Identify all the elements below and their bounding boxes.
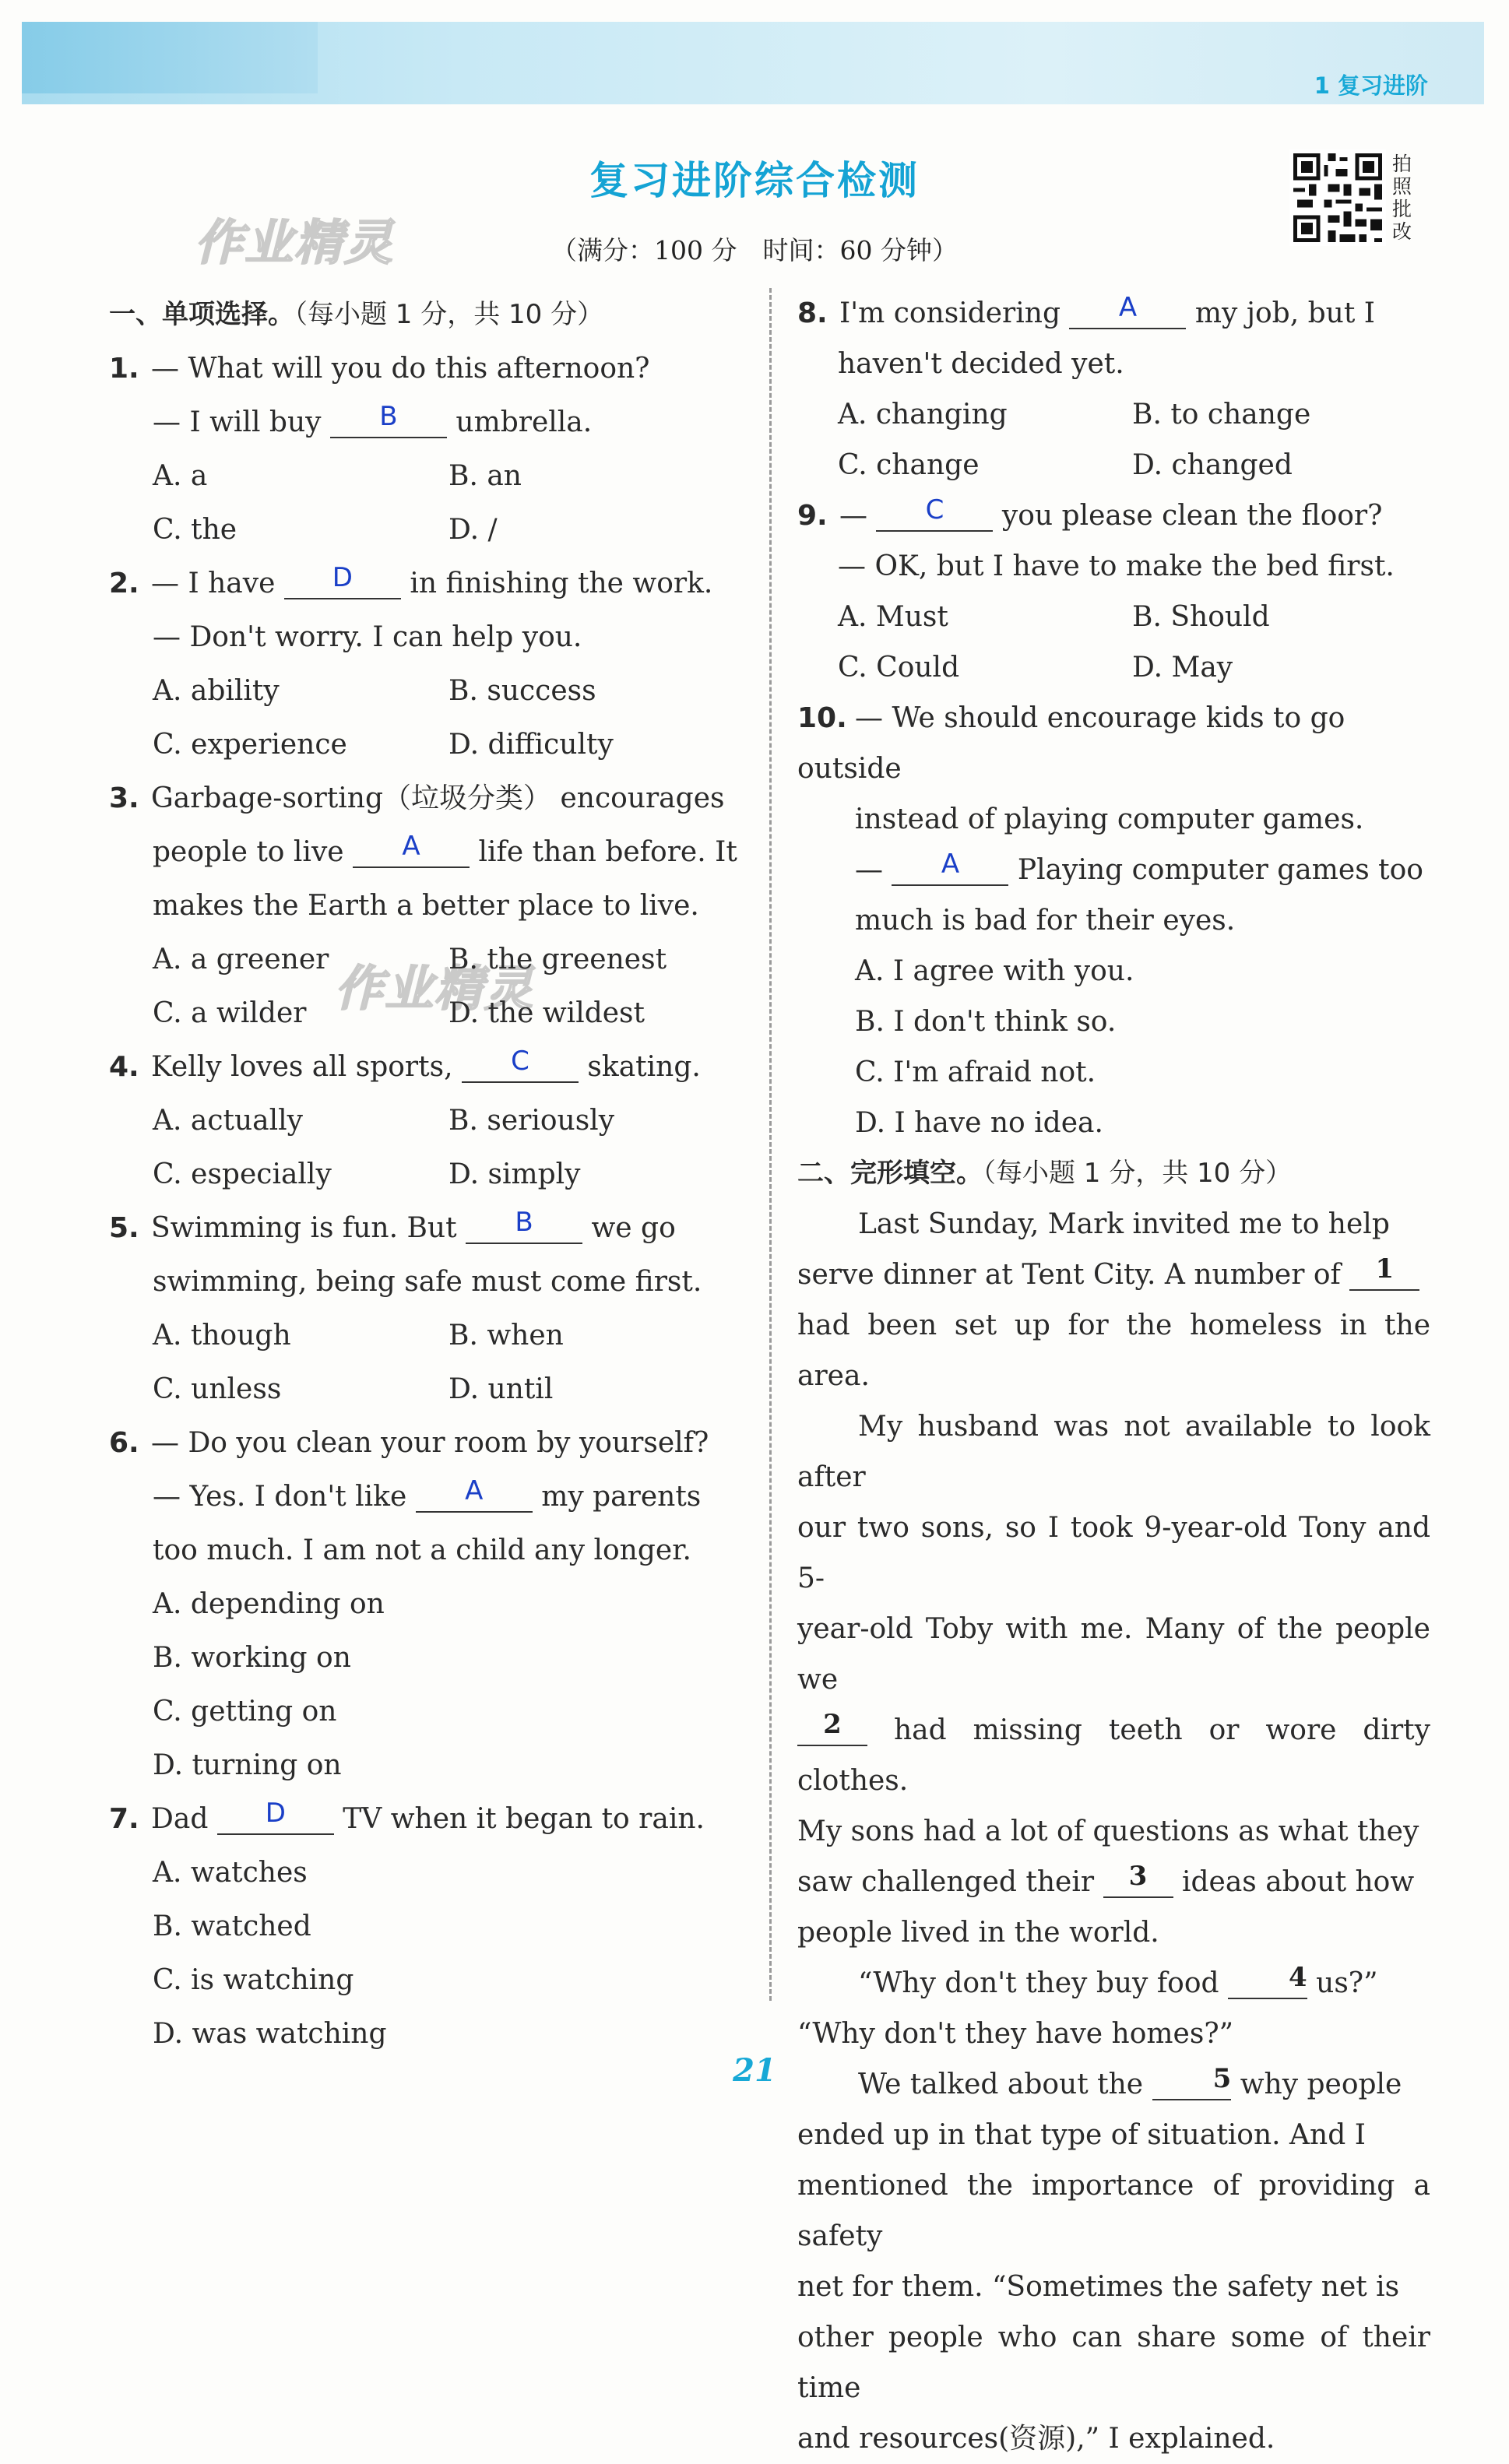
answer-mark: B — [515, 1207, 533, 1238]
option[interactable]: C. the — [153, 514, 237, 546]
option[interactable]: A. depending on — [153, 1588, 385, 1620]
option[interactable]: D. May — [1132, 652, 1233, 684]
option[interactable]: C. especially — [153, 1158, 332, 1190]
answer-blank[interactable] — [462, 1046, 579, 1083]
question-8: 8. I'm considering A my job, but I haven't decided yet. A. changing B. to change C. change D. changed — [797, 288, 1430, 490]
option[interactable]: D. until — [448, 1373, 554, 1405]
answer-mark: D — [265, 1798, 286, 1829]
option[interactable]: D. changed — [1132, 449, 1293, 481]
option[interactable]: C. change — [838, 449, 980, 481]
answer-mark: D — [332, 562, 353, 593]
options — [109, 449, 747, 557]
option[interactable]: B. Should — [1132, 601, 1270, 633]
question-5: 5. Swimming is fun. But B we go swimming, being safe must come first. A. though B. when C. unless D. until — [109, 1201, 747, 1416]
paragraph-line: serve dinner at Tent City. A number of 1 — [797, 1250, 1430, 1300]
section-heading: 二、完形填空。（每小题 1 分，共 10 分） — [797, 1158, 1293, 1189]
option[interactable]: C. getting on — [153, 1696, 337, 1728]
options — [797, 389, 1430, 490]
option[interactable]: B. success — [448, 675, 596, 707]
options — [109, 1309, 747, 1416]
question-10: 10. — We should encourage kids to go outside instead of playing computer games. — A Playing computer games too much is bad for their eyes. A. I agree with you. B. I don't think so. C. I'm afraid not. D. I have no idea. — [797, 693, 1430, 1148]
option[interactable]: D. simply — [448, 1158, 581, 1190]
answer-blank[interactable] — [416, 1475, 533, 1513]
option[interactable]: D. difficulty — [448, 729, 614, 761]
page-number: 21 — [733, 2052, 776, 2089]
question-3: 3. Garbage-sorting（垃圾分类） encourages people to live A life than before. It makes the Earth a better place to live. A. a greener B. the greenest C. a wilder D. the wildest — [109, 772, 747, 1040]
option[interactable]: D. the wildest — [448, 997, 645, 1029]
answer-mark: A — [941, 849, 960, 880]
option[interactable]: B. watched — [153, 1910, 311, 1942]
answer-mark: A — [1118, 292, 1138, 323]
option[interactable]: B. I don't think so. — [855, 1006, 1117, 1038]
option[interactable]: A. a greener — [153, 944, 329, 975]
answer-blank[interactable] — [330, 401, 447, 438]
option[interactable]: B. when — [448, 1320, 564, 1352]
watermark: 作业精灵 — [195, 214, 395, 271]
option[interactable]: A. a — [153, 460, 208, 492]
qr-label: 拍照批改 — [1392, 153, 1412, 243]
option[interactable]: B. an — [448, 460, 522, 492]
question-4: 4. Kelly loves all sports, C skating. A. actually B. seriously C. especially D. simply — [109, 1040, 747, 1201]
option[interactable]: C. a wilder — [153, 997, 307, 1029]
options — [109, 1094, 747, 1201]
watermark: 作业精灵 — [335, 960, 535, 1017]
left-column — [109, 288, 747, 2061]
option[interactable]: C. unless — [153, 1373, 282, 1405]
option[interactable]: A. changing — [838, 399, 1008, 431]
options — [109, 1577, 747, 1792]
question-2: 2. — I have D in finishing the work. — Don't worry. I can help you. A. ability B. success C. experience D. difficulty — [109, 557, 747, 772]
option[interactable]: D. turning on — [153, 1749, 342, 1781]
option[interactable]: A. actually — [153, 1105, 303, 1137]
option[interactable]: C. experience — [153, 729, 347, 761]
answer-blank[interactable] — [353, 831, 470, 868]
cloze-blank[interactable]: 3 — [1103, 1865, 1173, 1898]
options — [797, 946, 1430, 1148]
column-divider — [769, 288, 772, 2001]
answer-blank[interactable] — [1069, 292, 1186, 329]
options — [109, 664, 747, 772]
option[interactable]: A. watches — [153, 1857, 308, 1889]
option[interactable]: A. though — [153, 1320, 291, 1352]
cloze-passage: Last Sunday, Mark invited me to help serve dinner at Tent City. A number of 1 had been set up for the homeless in the area. My husband was not available to look after our two sons, so I took 9-year-old Tony and 5- year-old Toby with me. Many of the people we 2 had missing teeth or wore dirty clothes. My sons had a lot of questions as what they saw challenged their 3 ideas about how people lived in the world. “Why don't they buy food 4 us?” “Why don't they have homes?” We talked about the 5 why people ended up in that type of situation. And I mentioned the importance of providing a safety net for them. “Sometimes the safety net is other people who can share some of their time and resources(资源),” I explained. — [797, 1199, 1430, 2464]
option[interactable]: D. / — [448, 514, 498, 546]
answer-mark: B — [379, 401, 398, 432]
answer-blank[interactable] — [284, 562, 401, 599]
question-7: 7. Dad D TV when it began to rain. A. watches B. watched C. is watching D. was watching — [109, 1792, 747, 2061]
section-heading: 一、单项选择。（每小题 1 分，共 10 分） — [109, 299, 604, 330]
answer-blank[interactable] — [217, 1798, 334, 1835]
question-1: 1. — What will you do this afternoon? — I will buy B umbrella. A. a B. an C. the D. / — [109, 342, 747, 557]
qr-code-icon[interactable] — [1289, 149, 1386, 246]
option[interactable]: C. is watching — [153, 1964, 354, 1996]
option[interactable]: D. I have no idea. — [855, 1107, 1103, 1139]
option[interactable]: A. I agree with you. — [855, 955, 1134, 987]
answer-blank[interactable] — [892, 849, 1008, 886]
options — [109, 933, 747, 1040]
question-6: 6. — Do you clean your room by yourself? — Yes. I don't like A my parents too much. I am not a child any longer. A. depending on B. working on C. getting on D. turning on — [109, 1416, 747, 1792]
answer-blank[interactable] — [466, 1207, 582, 1244]
option[interactable]: B. to change — [1132, 399, 1311, 431]
header-banner-accent — [22, 22, 318, 93]
option[interactable]: B. the greenest — [448, 944, 667, 975]
option[interactable]: B. working on — [153, 1642, 351, 1674]
option[interactable]: C. Could — [838, 652, 960, 684]
page-subtitle: （满分：100 分 时间：60 分钟） — [551, 235, 958, 265]
cloze-blank[interactable]: 4 — [1228, 1967, 1307, 1999]
option[interactable]: A. Must — [838, 601, 948, 633]
option[interactable]: A. ability — [153, 675, 280, 707]
paragraph: Last Sunday, Mark invited me to help — [858, 1208, 1390, 1240]
answer-mark: C — [925, 494, 944, 525]
answer-mark: A — [402, 831, 420, 862]
cloze-blank[interactable]: 1 — [1349, 1258, 1419, 1291]
option[interactable]: C. I'm afraid not. — [855, 1056, 1096, 1088]
answer-blank[interactable] — [876, 494, 993, 532]
right-column — [797, 288, 1430, 2464]
question-9: 9. — C you please clean the floor? — OK, but I have to make the bed first. A. Must B. Should C. Could D. May — [797, 490, 1430, 693]
cloze-blank[interactable]: 2 — [797, 1714, 867, 1746]
answer-mark: A — [465, 1475, 484, 1506]
options — [109, 1846, 747, 2061]
option[interactable]: D. was watching — [153, 2018, 387, 2050]
answer-mark: C — [511, 1046, 529, 1077]
chapter-label: 1 复习进阶 — [1314, 72, 1428, 99]
options — [797, 592, 1430, 693]
page-title: 复习进阶综合检测 — [589, 158, 920, 203]
cloze-blank[interactable]: 5 — [1152, 2068, 1232, 2100]
option[interactable]: B. seriously — [448, 1105, 615, 1137]
